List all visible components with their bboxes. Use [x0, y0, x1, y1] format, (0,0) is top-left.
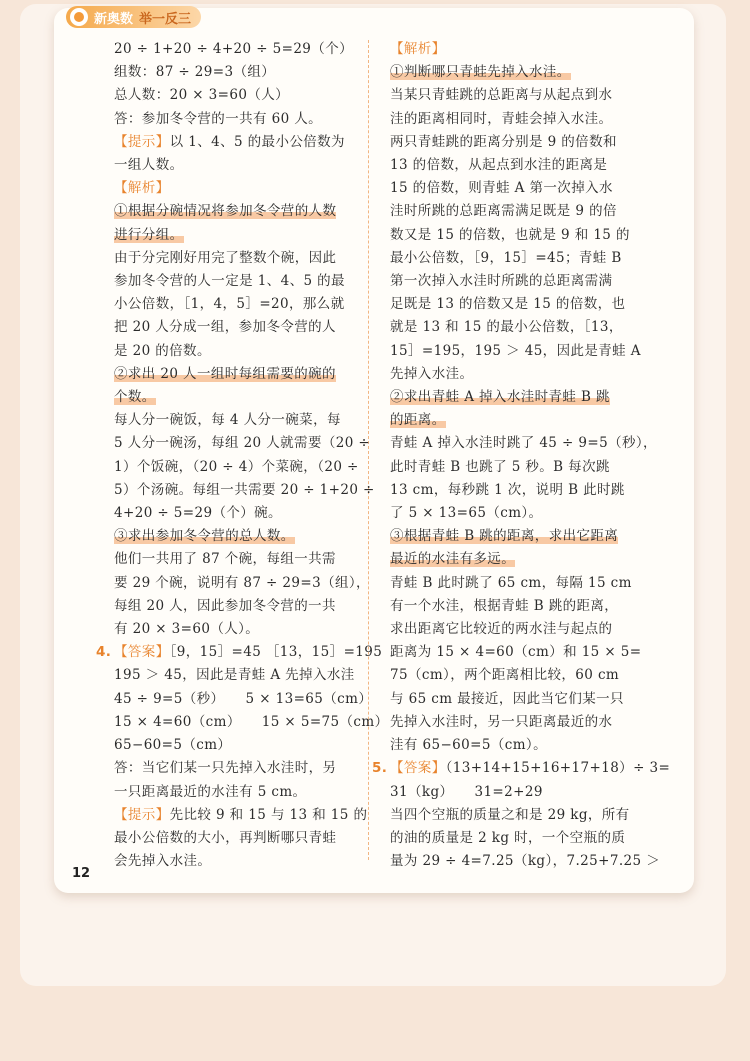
right-line: 最近的水洼有多远。 [390, 551, 516, 568]
left-line: 4+20 ÷ 5=29（个）碗。 [114, 505, 282, 522]
left-line: ③求出参加冬令营的总人数。 [114, 528, 295, 545]
right-column [372, 38, 671, 873]
left-line: 要 29 个碗，说明有 87 ÷ 29=3（组）， [114, 574, 370, 591]
question-number: 5. [372, 760, 388, 777]
series-header [66, 6, 201, 28]
left-line: 最小公倍数的大小，再判断哪只青蛙 [114, 829, 337, 846]
right-line: 距离为 15 × 4=60（cm）和 15 × 5= [390, 644, 642, 661]
right-line: 先掉入水洼。 [390, 365, 474, 382]
series-title: 举一反三 [139, 11, 192, 27]
left-line: 【解析】 [114, 180, 170, 197]
left-line: 总人数：20 × 3=60（人） [114, 87, 290, 104]
left-line: 由于分完刚好用完了整数个碗，因此 [114, 249, 337, 266]
left-line: 65−60=5（cm） [114, 737, 232, 754]
right-line: 的油的质量是 2 kg 时，一个空瓶的质 [390, 829, 626, 846]
right-line: 75（cm），两个距离相比较，60 cm [390, 667, 620, 684]
left-line: 一只距离最近的水洼有 5 cm。 [114, 783, 307, 800]
right-line: 先掉入水洼时，另一只距离最近的水 [390, 713, 613, 730]
left-line: 答：当它们某一只先掉入水洼时，另 [114, 760, 337, 777]
left-line: 4. 【答案】［9，15］=45 ［13，15］=195 [114, 641, 359, 664]
left-line: ②求出 20 人一组时每组需要的碗的 [114, 365, 336, 382]
right-line: 15］=195，195 ＞ 45，因此是青蛙 A [390, 342, 641, 359]
right-line: 足既是 13 的倍数又是 15 的倍数，也 [390, 296, 626, 313]
left-line: 1）个饭碗，（20 ÷ 4）个菜碗，（20 ÷ [114, 458, 359, 475]
right-line: 求出距离它比较近的两水洼与起点的 [390, 621, 613, 638]
right-line: 洼的距离相同时，青蛙会掉入水洼。 [390, 110, 613, 127]
right-line: 13 的倍数，从起点到水洼的距离是 [390, 157, 608, 174]
right-line: 数又是 15 的倍数，也就是 9 和 15 的 [390, 226, 630, 243]
right-line: 的距离。 [390, 412, 446, 429]
left-line: 有 20 × 3=60（人）。 [114, 621, 260, 638]
page-number: 12 [72, 866, 91, 881]
left-line: 45 ÷ 9=5（秒） 5 × 13=65（cm） [114, 690, 373, 707]
left-line: 小公倍数，［1，4，5］=20，那么就 [114, 296, 345, 313]
left-line: 15 × 4=60（cm） 15 × 5=75（cm） [114, 713, 389, 730]
right-line: ①判断哪只青蛙先掉入水洼。 [390, 64, 571, 81]
left-line: 5 人分一碗汤，每组 20 人就需要（20 ÷ [114, 435, 371, 452]
left-line: 20 ÷ 1+20 ÷ 4+20 ÷ 5=29（个） [114, 41, 353, 57]
left-line: 把 20 人分成一组，参加冬令营的人 [114, 319, 336, 336]
left-line: 进行分组。 [114, 226, 184, 243]
right-line: 当某只青蛙跳的总距离与从起点到水 [390, 87, 613, 104]
right-line: 31（kg） 31=2+29 [390, 783, 543, 800]
right-line: 第一次掉入水洼时所跳的总距离需满 [390, 273, 613, 290]
right-line: 量为 29 ÷ 4=7.25（kg），7.25+7.25 ＞ [390, 853, 661, 870]
left-column [96, 38, 389, 873]
right-line: 15 的倍数，则青蛙 A 第一次掉入水 [390, 180, 613, 197]
question-number: 4. [96, 644, 112, 661]
right-line: 最小公倍数，［9，15］=45；青蛙 B [390, 249, 622, 266]
right-line: 两只青蛙跳的距离分别是 9 的倍数和 [390, 133, 617, 150]
left-line: 一组人数。 [114, 157, 184, 174]
left-line: 组数：87 ÷ 29=3（组） [114, 64, 276, 81]
right-line: 5. 【答案】（13+14+15+16+17+18）÷ 3= [390, 757, 635, 780]
left-line: 【提示】先比较 9 和 15 与 13 和 15 的 [114, 806, 368, 823]
right-line: 洼有 65−60=5（cm）。 [390, 737, 547, 754]
right-line: 当四个空瓶的质量之和是 29 kg，所有 [390, 806, 630, 823]
right-line: 青蛙 A 掉入水洼时跳了 45 ÷ 9=5（秒）， [390, 435, 657, 452]
left-line: 会先掉入水洼。 [114, 853, 212, 870]
left-line: 个数。 [114, 389, 156, 406]
right-line: 13 cm，每秒跳 1 次，说明 B 此时跳 [390, 481, 625, 498]
series-name: 新奥数 [94, 11, 134, 27]
right-line: 了 5 × 13=65（cm）。 [390, 505, 543, 522]
left-line: 他们一共用了 87 个碗，每组一共需 [114, 551, 336, 568]
right-line: ③根据青蛙 B 跳的距离，求出它距离 [390, 528, 619, 545]
right-line: 有一个水洼，根据青蛙 B 跳的距离， [390, 597, 619, 614]
left-line: 是 20 的倍数。 [114, 342, 211, 359]
left-line: 每人分一碗饭，每 4 人分一碗菜，每 [114, 412, 341, 429]
left-line: 答：参加冬令营的一共有 60 人。 [114, 110, 323, 127]
left-line: 参加冬令营的人一定是 1、4、5 的最 [114, 273, 345, 290]
right-line: 此时青蛙 B 也跳了 5 秒。B 每次跳 [390, 458, 610, 475]
left-line: 195 ＞ 45，因此是青蛙 A 先掉入水洼 [114, 667, 355, 684]
right-line: 青蛙 B 此时跳了 65 cm，每隔 15 cm [390, 574, 632, 591]
right-line: 与 65 cm 最接近，因此当它们某一只 [390, 690, 624, 707]
left-line: ①根据分碗情况将参加冬令营的人数 [114, 203, 337, 220]
left-line: 每组 20 人，因此参加冬令营的一共 [114, 597, 336, 614]
left-line: 【提示】以 1、4、5 的最小公倍数为 [114, 133, 345, 150]
right-line: 【解析】 [390, 41, 446, 57]
right-line: 就是 13 和 15 的最小公倍数，［13， [390, 319, 623, 336]
right-line: 洼时所跳的总距离需满足既是 9 的倍 [390, 203, 617, 220]
brand-logo-icon [70, 8, 88, 26]
right-line: ②求出青蛙 A 掉入水洼时青蛙 B 跳 [390, 389, 610, 406]
left-line: 5）个汤碗。每组一共需要 20 ÷ 1+20 ÷ [114, 481, 375, 498]
